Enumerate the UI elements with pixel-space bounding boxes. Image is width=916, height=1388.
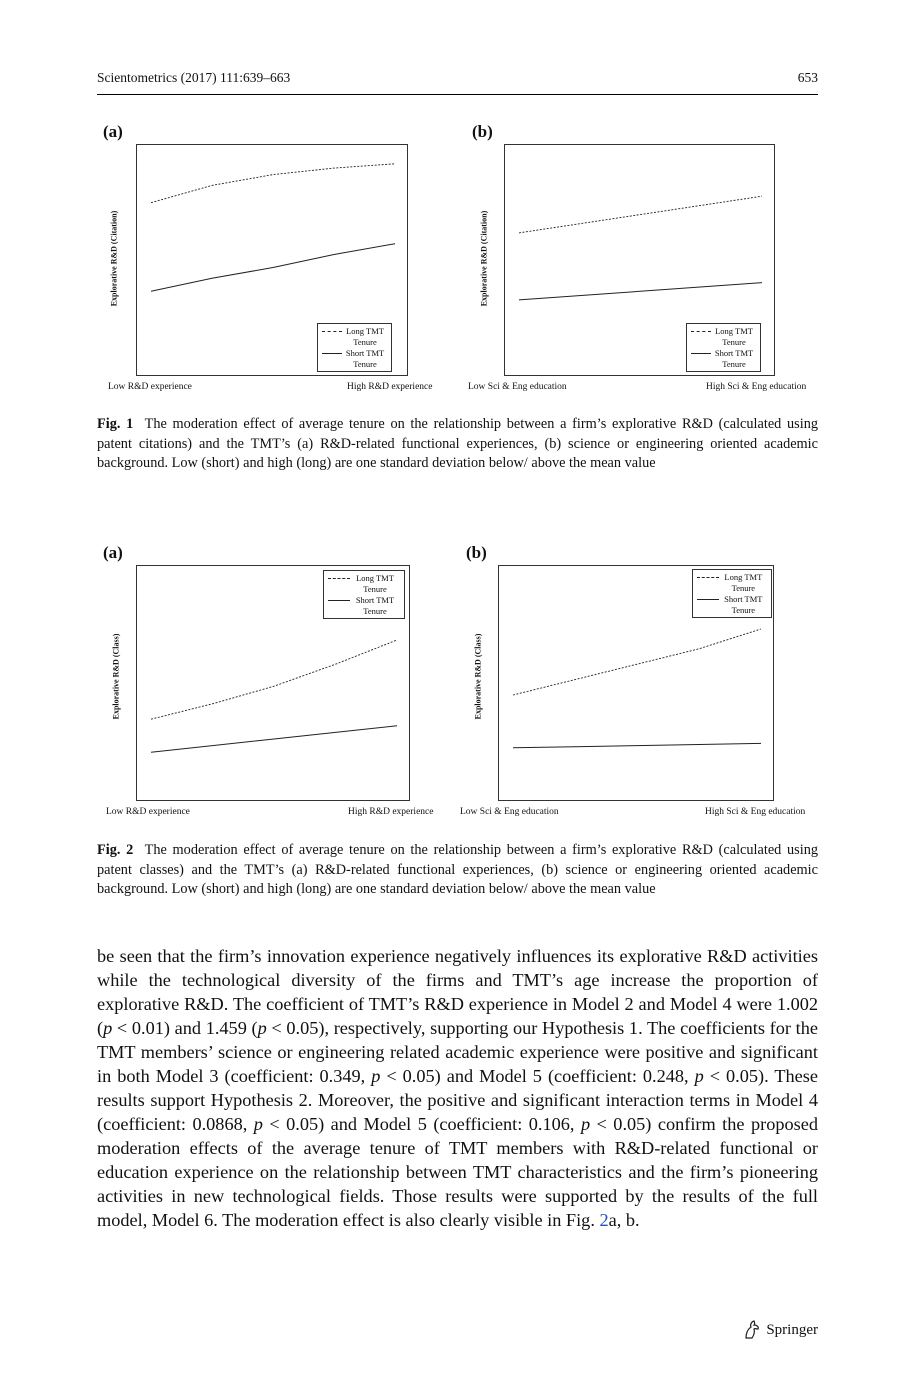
fig1b-series-long-tenure-line <box>519 196 762 233</box>
solid-line-swatch <box>691 353 711 354</box>
dashed-line-swatch <box>691 331 711 332</box>
body-paragraph <box>97 944 818 1232</box>
dashed-line-swatch <box>328 578 350 579</box>
solid-line-swatch <box>328 600 350 601</box>
publisher-footer <box>743 1320 818 1340</box>
figure2-caption <box>97 841 818 900</box>
fig2a-plot-area <box>136 565 410 801</box>
fig1a-series-long-tenure-line <box>151 164 395 203</box>
legend-entry-long <box>328 573 399 595</box>
legend-label-long: Long TMT Tenure <box>346 326 384 347</box>
running-header <box>97 70 818 95</box>
fig1a-x-high-label: High R&D experience <box>347 382 433 392</box>
legend-entry-long <box>697 572 766 594</box>
fig1a-y-axis-label: Explorative R&D (Citation) <box>109 210 119 307</box>
fig1a-plot-area <box>136 144 408 376</box>
fig2b-series-long-tenure-line <box>513 629 761 695</box>
solid-line-swatch <box>697 599 719 600</box>
fig2b-panel-label: (b) <box>466 543 487 562</box>
figure1-caption-label: Fig. 1 <box>97 416 134 432</box>
page-number: 653 <box>797 70 818 85</box>
fig1b-y-axis-label: Explorative R&D (Citation) <box>479 210 489 307</box>
fig1b-panel-label: (b) <box>472 122 493 141</box>
fig2a-y-axis-label: Explorative R&D (Class) <box>111 633 121 720</box>
figure1-caption <box>97 415 818 474</box>
fig1a-x-low-label: Low R&D experience <box>108 382 192 392</box>
fig2b-legend <box>692 569 772 618</box>
legend-label-long: Long TMT Tenure <box>724 572 763 593</box>
figure-2-link[interactable]: 2 <box>599 1210 609 1230</box>
fig1b-series-short-tenure-line <box>519 283 762 300</box>
solid-line-swatch <box>322 353 342 354</box>
fig2b-x-high-label: High Sci & Eng education <box>705 807 806 817</box>
fig1a-series-short-tenure-line <box>151 244 395 292</box>
legend-label-short: Short TMT Tenure <box>714 348 754 369</box>
figure2-caption-text: The moderation effect of average tenure on the relationship between a firm’s explorative R&D (calculated using patent classes) and the TMT’s (a) R&D-related functional experiences, (b) science or engineering oriented academic background. Low (short) and high (long) are one standard deviation below/ above the mean value <box>97 842 818 897</box>
fig2a-x-low-label: Low R&D experience <box>106 807 190 817</box>
legend-label-long: Long TMT Tenure <box>715 326 753 347</box>
fig2a-series-short-tenure-line <box>151 726 397 752</box>
figure1-caption-text: The moderation effect of average tenure on the relationship between a firm’s explorative R&D (calculated using patent citations) and the TMT’s (a) R&D-related functional experiences, (b) science or engineering oriented academic background. Low (short) and high (long) are one standard deviation below/ above the mean value <box>97 416 818 471</box>
legend-label-short: Short TMT Tenure <box>724 594 763 615</box>
legend-label-short: Short TMT Tenure <box>345 348 385 369</box>
legend-entry-short <box>328 595 399 617</box>
fig2b-y-axis-label: Explorative R&D (Class) <box>473 633 483 720</box>
fig2b-x-low-label: Low Sci & Eng education <box>460 807 559 817</box>
fig1b-plot-area <box>504 144 775 376</box>
fig2a-legend <box>323 570 405 619</box>
body-paragraph-text: be seen that the firm’s innovation experience negatively influences its explorative R&D activities while the technological diversity of the firms and TMT’s age increase the proportion of explorative R&D. The coefficient of TMT’s R&D experience in Model 2 and Model 4 were 1.002 (p < 0.01) and 1.459 (p < 0.05), respectively, supporting our Hypothesis 1. The coefficients for the TMT members’ science or engineering related academic experience were positive and significant in both Model 3 (coefficient: 0.349, p < 0.05) and Model 5 (coefficient: 0.248, p < 0.05). These results support Hypothesis 2. Moreover, the positive and significant interaction terms in Model 4 (coefficient: 0.0868, p < 0.05) and Model 5 (coefficient: 0.106, p < 0.05) confirm the proposed moderation effects of the average tenure of TMT members with R&D-related functional or education experience on the relationship between TMT characteristics and the firm’s pioneering activities in new technological fields. Those results were supported by the results of the full model, Model 6. The moderation effect is also clearly visible in Fig. 2a, b. <box>97 946 818 1230</box>
fig2b-series-short-tenure-line <box>513 743 761 747</box>
fig2b-plot-area <box>498 565 774 801</box>
dashed-line-swatch <box>322 331 342 332</box>
legend-entry-long <box>691 326 755 348</box>
dashed-line-swatch <box>697 577 719 578</box>
publisher-name: Springer <box>766 1321 818 1338</box>
fig2a-x-high-label: High R&D experience <box>348 807 434 817</box>
fig1a-legend <box>317 323 392 372</box>
figure2-caption-label: Fig. 2 <box>97 842 134 858</box>
legend-label-short: Short TMT Tenure <box>355 595 395 616</box>
legend-entry-short <box>322 348 386 370</box>
fig1a-panel-label: (a) <box>103 122 123 141</box>
fig2a-panel-label: (a) <box>103 543 123 562</box>
legend-entry-short <box>691 348 755 370</box>
fig1b-x-low-label: Low Sci & Eng education <box>468 382 567 392</box>
legend-label-long: Long TMT Tenure <box>356 573 394 594</box>
springer-horse-icon <box>743 1320 761 1340</box>
legend-entry-long <box>322 326 386 348</box>
journal-citation: Scientometrics (2017) 111:639–663 <box>97 70 291 85</box>
fig2a-series-long-tenure-line <box>151 640 397 719</box>
legend-entry-short <box>697 594 766 616</box>
fig1b-legend <box>686 323 761 372</box>
fig1b-x-high-label: High Sci & Eng education <box>706 382 807 392</box>
